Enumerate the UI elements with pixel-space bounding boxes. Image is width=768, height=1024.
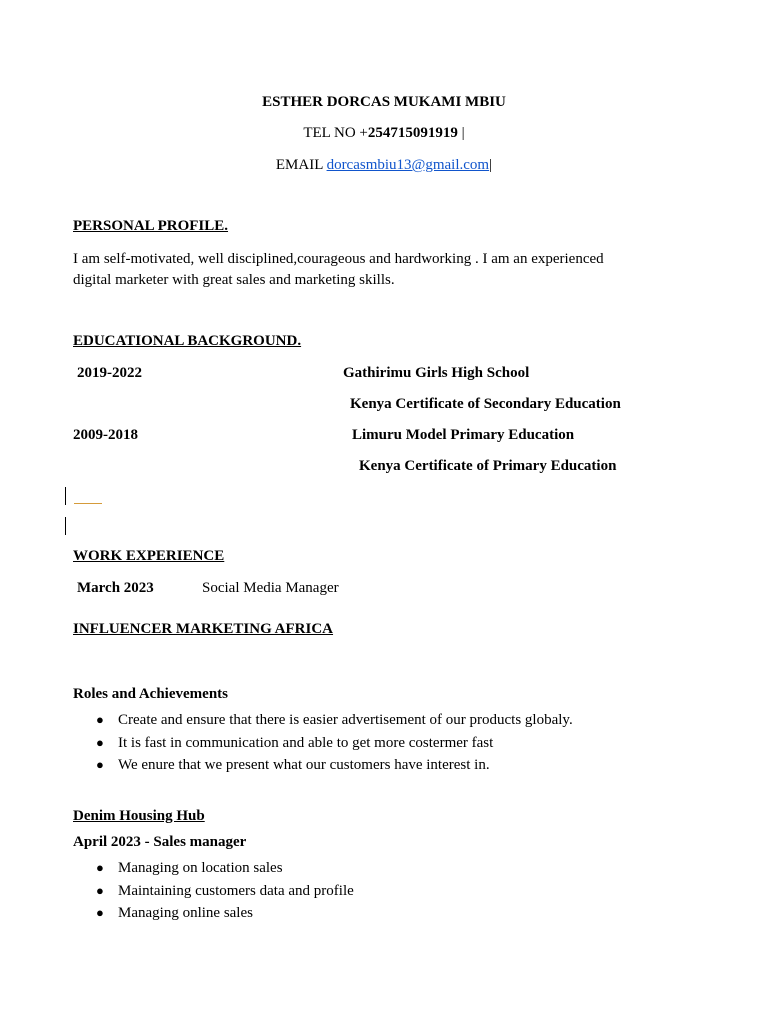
education-certificate-1: Kenya Certificate of Secondary Education bbox=[350, 396, 621, 412]
work-heading: WORK EXPERIENCE bbox=[73, 548, 225, 564]
roles-list bbox=[73, 709, 573, 777]
phone-number: 254715091919 bbox=[367, 125, 458, 141]
phone-line bbox=[0, 125, 768, 142]
education-years-2: 2009-2018 bbox=[73, 427, 138, 443]
bullet-icon: ● bbox=[96, 905, 104, 920]
list-item: ● Create and ensure that there is easier advertisement of our products globaly. bbox=[73, 709, 573, 732]
company-name: INFLUENCER MARKETING AFRICA bbox=[73, 621, 334, 637]
education-certificate-2: Kenya Certificate of Primary Education bbox=[359, 458, 617, 474]
education-years-1: 2019-2022 bbox=[77, 365, 142, 381]
profile-line-2: digital marketer with great sales and marketing skills. bbox=[73, 272, 395, 288]
phone-label: TEL NO + bbox=[303, 125, 368, 141]
bullet-icon: ● bbox=[96, 734, 104, 750]
list-item: ● Maintaining customers data and profile bbox=[73, 880, 354, 903]
email-label: EMAIL bbox=[275, 157, 327, 173]
text-cursor-mark bbox=[65, 487, 66, 505]
text-cursor-mark bbox=[65, 517, 66, 535]
bullet-icon: ● bbox=[96, 882, 104, 898]
bullet-icon: ● bbox=[96, 757, 104, 772]
list-item: ● Managing online sales bbox=[73, 902, 354, 925]
company-name-2: Denim Housing Hub bbox=[73, 808, 205, 824]
profile-text bbox=[73, 249, 673, 291]
profile-heading: PERSONAL PROFILE. bbox=[73, 218, 229, 234]
email-link[interactable]: dorcasmbiu13@gmail.com bbox=[326, 157, 490, 173]
education-school-1: Gathirimu Girls High School bbox=[343, 365, 530, 381]
change-marker-line bbox=[74, 503, 102, 504]
email-suffix: | bbox=[489, 157, 493, 173]
duties-list bbox=[73, 857, 354, 925]
profile-line-1: I am self-motivated, well disciplined,courageous and hardworking . I am an experienced bbox=[73, 251, 604, 267]
job-date: March 2023 bbox=[77, 580, 154, 596]
list-item: ● It is fast in communication and able to get more costermer fast bbox=[73, 732, 573, 755]
job-title: Social Media Manager bbox=[202, 580, 339, 596]
phone-suffix: | bbox=[457, 125, 465, 141]
bullet-icon: ● bbox=[96, 860, 104, 875]
resume-name: ESTHER DORCAS MUKAMI MBIU bbox=[262, 94, 506, 110]
roles-heading: Roles and Achievements bbox=[73, 686, 228, 702]
education-school-2: Limuru Model Primary Education bbox=[352, 427, 575, 443]
list-item: ● Managing on location sales bbox=[73, 857, 354, 880]
education-heading: EDUCATIONAL BACKGROUND. bbox=[73, 333, 302, 349]
list-item: ● We enure that we present what our customers have interest in. bbox=[73, 754, 573, 777]
job-date-title-2: April 2023 - Sales manager bbox=[73, 834, 247, 850]
email-line bbox=[0, 157, 768, 174]
bullet-icon: ● bbox=[96, 712, 104, 727]
